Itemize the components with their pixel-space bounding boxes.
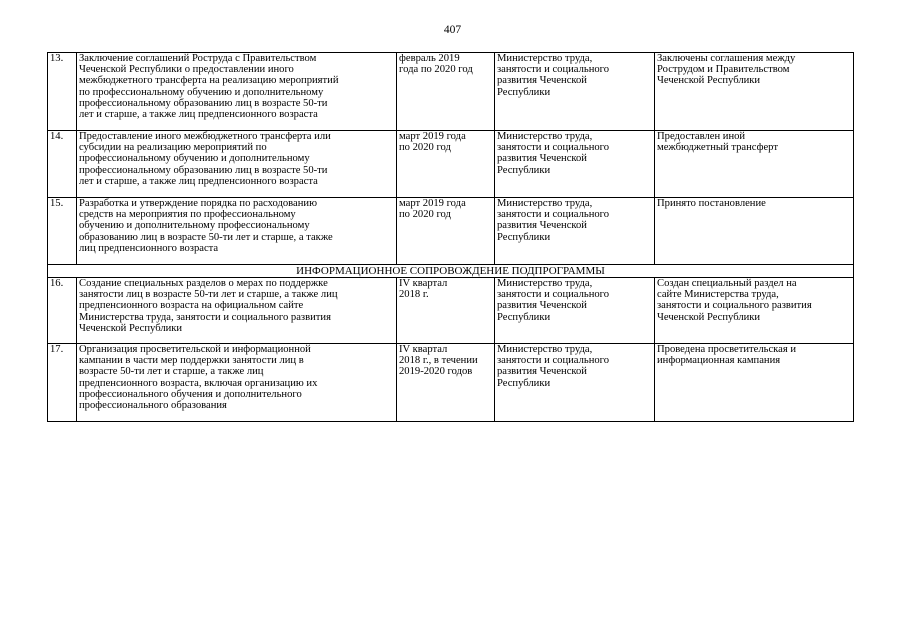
table-row (48, 198, 854, 265)
cell-activity-line: лет и старше, а также лиц предпенсионного возраста (79, 175, 318, 187)
cell-activity-line: Разработка и утверждение порядка по расходованию (79, 198, 318, 209)
cell-activity-line: возрасте 50-ти лет и старше, а также лиц (79, 366, 264, 378)
cell-executor-line: развития Чеченской (497, 300, 587, 312)
cell-executor-line: Республики (497, 377, 551, 389)
cell-result-line: Предоставлен иной (657, 131, 746, 142)
cell-term-line: 2018 г., в течении (399, 355, 478, 367)
cell-result-line: Проведена просветительская и (657, 344, 797, 355)
cell-result-line: межбюджетный трансферт (657, 142, 778, 154)
cell-result (655, 344, 854, 422)
cell-term-line: года по 2020 год (399, 64, 473, 76)
table-body-before (48, 53, 854, 265)
cell-number: 14. (48, 131, 77, 198)
cell-executor-line: развития Чеченской (497, 75, 587, 87)
cell-term-line: 2018 г. (399, 289, 429, 301)
cell-activity-line: лет и старше, а также лиц предпенсионного возраста (79, 109, 318, 121)
cell-term-line: IV квартал (399, 344, 448, 355)
cell-executor-line: Республики (497, 86, 551, 98)
cell-result-line: Чеченской Республики (657, 75, 761, 87)
cell-activity-line: кампании в части мер поддержки занятости лиц в (79, 355, 304, 367)
cell-activity-line: профессионального обучения и дополнительного (79, 388, 302, 400)
cell-result-line: Заключены соглашения между (657, 53, 796, 64)
cell-activity-line: профессиональному образованию лиц в возрасте 50-ти (79, 164, 328, 176)
cell-term (397, 198, 495, 265)
cell-term (397, 53, 495, 131)
cell-result-line: Чеченской Республики (657, 311, 761, 323)
cell-activity (77, 53, 397, 131)
page-number: 407 (443, 24, 462, 36)
cell-term (397, 278, 495, 344)
cell-executor (495, 131, 655, 198)
cell-number: 16. (48, 278, 77, 344)
cell-activity-line: занятости лиц в возрасте 50-ти лет и старше, а также лиц (79, 289, 338, 301)
cell-term-line: март 2019 года (399, 131, 466, 142)
cell-result (655, 131, 854, 198)
cell-term-line: 2019-2020 годов (399, 366, 473, 378)
cell-activity-line: Чеченской Республики (79, 322, 183, 334)
cell-executor (495, 278, 655, 344)
cell-activity (77, 344, 397, 422)
cell-activity-line: предпенсионного возраста, включая организацию их (79, 377, 318, 389)
cell-result-line: занятости и социального развития (657, 300, 812, 312)
cell-result-line: Создан специальный раздел на (657, 278, 797, 289)
cell-number: 15. (48, 198, 77, 265)
cell-result-line: Принято постановление (657, 198, 766, 209)
cell-result-line: Рострудом и Правительством (657, 64, 790, 76)
cell-term-line: по 2020 год (399, 209, 451, 221)
section-title: ИНФОРМАЦИОННОЕ СОПРОВОЖДЕНИЕ ПОДПРОГРАММЫ (48, 265, 854, 278)
cell-result (655, 53, 854, 131)
cell-executor-line: Министерство труда, (497, 53, 593, 64)
cell-executor-line: Министерство труда, (497, 278, 593, 289)
cell-activity-line: профессиональному образованию лиц в возрасте 50-ти (79, 97, 328, 109)
cell-result (655, 278, 854, 344)
cell-executor-line: Республики (497, 311, 551, 323)
measures-table (47, 52, 854, 422)
cell-executor-line: развития Чеченской (497, 366, 587, 378)
table-row (48, 53, 854, 131)
cell-executor-line: Министерство труда, (497, 344, 593, 355)
cell-term (397, 131, 495, 198)
cell-executor-line: развития Чеченской (497, 220, 587, 232)
cell-activity-line: лиц предпенсионного возраста (79, 242, 219, 254)
cell-activity-line: Министерства труда, занятости и социального развития (79, 311, 331, 323)
cell-executor (495, 344, 655, 422)
cell-activity (77, 278, 397, 344)
cell-term (397, 344, 495, 422)
cell-activity-line: Создание специальных разделов о мерах по поддержке (79, 278, 328, 289)
cell-activity-line: межбюджетного трансферта на реализацию мероприятий (79, 75, 339, 87)
cell-result-line: сайте Министерства труда, (657, 289, 779, 301)
cell-activity-line: предпенсионного возраста на официальном сайте (79, 300, 304, 312)
cell-activity-line: Предоставление иного межбюджетного трансферта или (79, 131, 331, 142)
cell-activity-line: Чеченской Республики о предоставлении иного (79, 64, 294, 76)
cell-executor-line: занятости и социального (497, 355, 610, 367)
cell-executor-line: Республики (497, 164, 551, 176)
cell-activity-line: средств на мероприятия по профессиональному (79, 209, 296, 221)
table-body-after (48, 278, 854, 422)
cell-executor-line: занятости и социального (497, 64, 610, 76)
cell-executor-line: занятости и социального (497, 289, 610, 301)
cell-activity-line: образованию лиц в возрасте 50-ти лет и старше, а также (79, 231, 333, 243)
cell-executor (495, 198, 655, 265)
cell-number: 13. (48, 53, 77, 131)
cell-activity-line: Организация просветительской и информационной (79, 344, 311, 355)
cell-activity (77, 198, 397, 265)
cell-executor-line: развития Чеченской (497, 153, 587, 165)
cell-term-line: февраль 2019 (399, 53, 460, 64)
cell-executor-line: занятости и социального (497, 209, 610, 221)
cell-number: 17. (48, 344, 77, 422)
cell-executor (495, 53, 655, 131)
table-row (48, 278, 854, 344)
cell-executor-line: Республики (497, 231, 551, 243)
table-section (48, 265, 854, 278)
cell-activity-line: субсидии на реализацию мероприятий по (79, 142, 267, 154)
cell-activity-line: по профессиональному обучению и дополнительному (79, 86, 324, 98)
cell-executor-line: занятости и социального (497, 142, 610, 154)
cell-result-line: информационная кампания (657, 355, 781, 367)
cell-term-line: по 2020 год (399, 142, 451, 154)
cell-term-line: март 2019 года (399, 198, 466, 209)
section-header-row (48, 265, 854, 278)
cell-executor-line: Министерство труда, (497, 198, 593, 209)
cell-activity-line: профессионального образования (79, 400, 227, 412)
cell-activity-line: профессиональному обучению и дополнительному (79, 153, 310, 165)
table-row (48, 131, 854, 198)
cell-activity (77, 131, 397, 198)
cell-executor-line: Министерство труда, (497, 131, 593, 142)
cell-result (655, 198, 854, 265)
cell-activity-line: Заключение соглашений Роструда с Правительством (79, 53, 317, 64)
table-row (48, 344, 854, 422)
cell-activity-line: обучению и дополнительному профессиональному (79, 220, 310, 232)
cell-term-line: IV квартал (399, 278, 448, 289)
